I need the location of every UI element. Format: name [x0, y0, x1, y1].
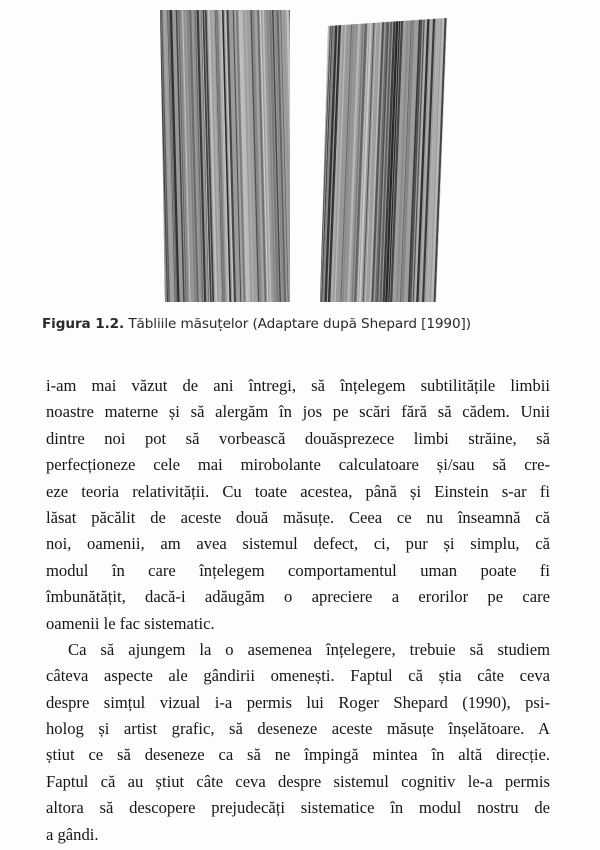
- figure-table-tops: [0, 0, 600, 310]
- text-line: i-am mai văzut de ani întregi, să înțelegem subtilitățile limbii: [46, 376, 550, 395]
- right-table-top: [300, 0, 482, 310]
- text-line: Ca să ajungem la o asemenea înțelegere, trebuie să studiem: [68, 639, 550, 659]
- grain-stripe: [143, 0, 151, 310]
- text-line: câteva aspecte ale gândirii omenești. Faptul că știa câte ceva: [46, 666, 550, 686]
- grain-stripe: [451, 0, 463, 310]
- grain-stripe: [458, 0, 470, 310]
- text-line: lăsat păcălit de aceste două măsuțe. Ceea ce nu înseamnă că: [46, 507, 550, 527]
- grain-stripe: [133, 0, 141, 310]
- text-line: a gândi.: [46, 824, 99, 844]
- text-line: holog și artist grafic, să deseneze aceste măsuțe înșelătoare. A: [46, 719, 550, 739]
- grain-stripe: [305, 0, 317, 310]
- grain-stripe: [445, 0, 457, 310]
- grain-stripe: [135, 0, 143, 310]
- figure-caption-text: Tăbliile măsuțelor (Adaptare după Shepard [1990]): [124, 316, 471, 332]
- text-line: Faptul că au știut câte ceva despre sistemul cognitiv le-a permis: [46, 771, 550, 791]
- text-line: altora să descopere prejudecăți sistematice în modul nostru de: [46, 798, 550, 818]
- table-tops-illustration: [0, 0, 600, 310]
- grain-stripe: [453, 0, 465, 310]
- grain-stripe: [290, 0, 298, 310]
- grain-stripe: [448, 0, 460, 310]
- text-line: noi, oamenii, am avea sistemul defect, ci, pur și simplu, că: [46, 534, 550, 554]
- text-line: eze teoria relativității. Cu toate acestea, până și Einstein s-ar fi: [46, 481, 550, 501]
- text-line: perfecționeze cele mai mirobolante calculatoare și/sau să cre-: [46, 455, 550, 475]
- paragraph-1: [46, 373, 550, 637]
- figure-caption-label: Figura 1.2.: [42, 316, 125, 332]
- left-table-top: [132, 0, 300, 310]
- grain-stripe: [469, 0, 481, 310]
- grain-stripe: [137, 0, 145, 310]
- text-line: dintre noi pot să vorbească douăsprezece limbi străine, să: [46, 428, 550, 448]
- grain-stripe: [151, 0, 159, 310]
- grain-stripe: [300, 0, 312, 310]
- text-line: oamenii le fac sistematic.: [46, 613, 215, 633]
- grain-stripe: [456, 0, 468, 310]
- grain-stripe: [470, 0, 482, 310]
- grain-stripe: [145, 0, 153, 310]
- text-line: îmbunătățit, dacă-i adăugăm o apreciere a erorilor pe care: [46, 587, 550, 607]
- grain-stripe: [462, 0, 474, 310]
- grain-stripe: [140, 0, 148, 310]
- text-line: știut ce să deseneze ca să ne împingă mintea în altă direcție.: [46, 745, 550, 765]
- text-line: noastre materne și să alergăm în jos pe scări fără să cădem. Unii: [46, 402, 550, 422]
- body-text: [46, 373, 550, 848]
- text-line: modul în care înțelegem comportamentul uman poate fi: [46, 560, 550, 580]
- grain-stripe: [132, 0, 140, 310]
- text-line: despre simțul vizual i-a permis lui Roger Shepard (1990), psi-: [46, 692, 550, 712]
- paragraph-2: [46, 637, 550, 848]
- grain-stripe: [309, 0, 321, 310]
- grain-stripe: [148, 0, 156, 310]
- grain-stripe: [304, 0, 316, 310]
- grain-stripe: [449, 0, 461, 310]
- grain-stripe: [303, 0, 315, 310]
- grain-stripe: [466, 0, 478, 310]
- figure-caption: [42, 316, 471, 332]
- grain-stripe: [464, 0, 476, 310]
- grain-stripe: [307, 0, 319, 310]
